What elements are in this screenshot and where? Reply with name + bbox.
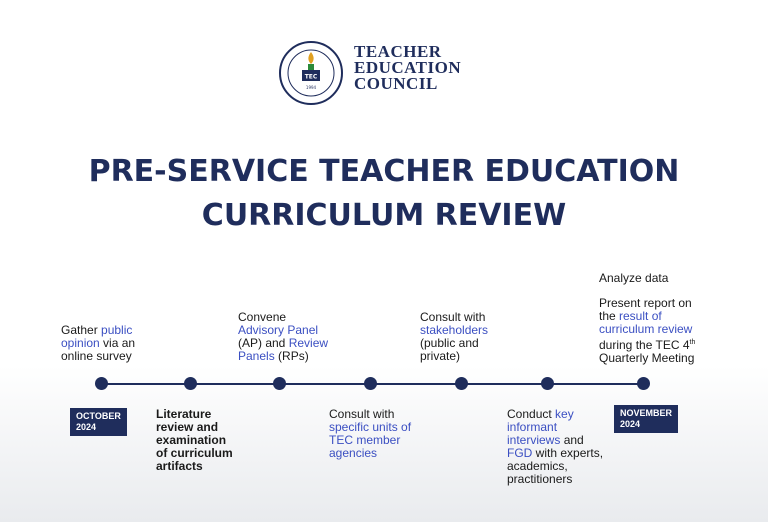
svg-text:1994: 1994 [305,85,317,90]
timeline-dot-3 [273,377,286,390]
org-name-line3: COUNCIL [354,74,438,93]
svg-text:TEC: TEC [304,73,318,81]
start-badge-month: OCTOBER [76,411,121,421]
step-convene-panels: Convene Advisory Panel (AP) and Review Panels (RPs) [238,310,329,363]
start-date-badge [70,408,127,436]
step-consult-stakeholders: Consult with stakeholders (public and private) [420,310,489,363]
tec-seal-logo [278,40,344,106]
page-title-line1: PRE-SERVICE TEACHER EDUCATION [88,154,680,189]
timeline-dot-6 [541,377,554,390]
end-badge-year: 2024 [620,419,641,429]
timeline-dot-2 [184,377,197,390]
end-badge-month: NOVEMBER [620,408,673,418]
timeline-dot-7 [637,377,650,390]
org-name [354,44,461,92]
page-title-line2: CURRICULUM REVIEW [201,198,567,233]
org-name-line2: EDUCATION [354,58,462,77]
step-consult-tec-units: Consult with specific units of TEC member agencies [329,407,412,460]
end-date-badge [614,405,678,433]
step-analyze-and-report: Analyze data Present report on the result of curriculum review during the TEC 4th Quarterly Meeting [599,271,696,365]
analyze-data-text: Analyze data [599,271,669,285]
timeline-dot-5 [455,377,468,390]
step-conduct-interviews: Conduct key informant interviews and FGD with experts, academics, practitioners [507,407,604,486]
step-gather-public-opinion: Gather public opinion via an online survey [61,323,136,363]
timeline-dot-4 [364,377,377,390]
start-badge-year: 2024 [76,422,97,432]
org-name-line1: TEACHER [354,42,442,61]
timeline-dot-1 [95,377,108,390]
step-literature-review: Literature review and examination of curriculum artifacts [156,407,233,473]
